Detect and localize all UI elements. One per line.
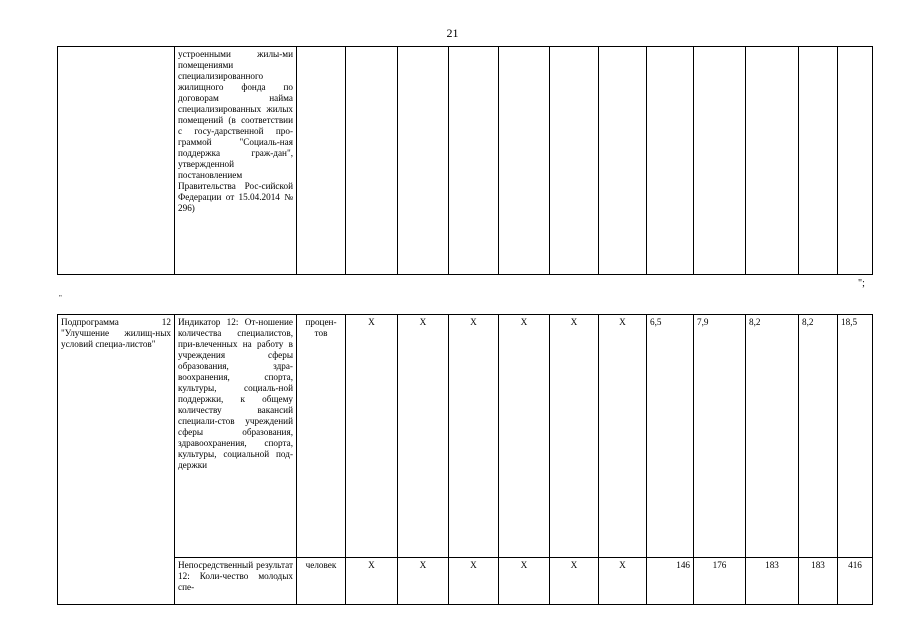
table-cell: [799, 47, 838, 275]
table-cell: [746, 47, 799, 275]
opening-quote: ": [59, 294, 62, 302]
value-cell: X: [499, 315, 550, 558]
table-top: [57, 46, 873, 275]
table-cell: [694, 47, 746, 275]
table-cell: [297, 47, 346, 275]
value-cell: 6,5: [647, 315, 694, 558]
table-cell: [838, 47, 873, 275]
subprogram-cell: Подпрограмма 12 "Улучшение жилищ-ных условий специа-листов": [58, 315, 175, 605]
value-cell: 146: [647, 558, 694, 605]
table-row: [58, 47, 873, 275]
table-cell: [346, 47, 398, 275]
table-cell: [58, 47, 175, 275]
value-cell: 176: [694, 558, 746, 605]
table-row: [58, 315, 873, 558]
indicator-cell: Индикатор 12: От-ношение количества специалистов, при-влеченных на работу в учреждения сферы образования, здра-воохранения, спорта, культуры, социаль-ной поддержки, к общему количеству вакансий специали-стов учреждений сферы образования, здравоохранения, спорта, культуры, социальной под-держки: [175, 315, 297, 558]
value-cell: X: [449, 315, 499, 558]
value-cell: X: [599, 558, 647, 605]
table-cell: [647, 47, 694, 275]
unit-cell: человек: [297, 558, 346, 605]
value-cell: 416: [838, 558, 873, 605]
value-cell: 8,2: [746, 315, 799, 558]
value-cell: 18,5: [838, 315, 873, 558]
table-cell: [499, 47, 550, 275]
page-number: 21: [446, 26, 459, 40]
value-cell: X: [346, 558, 398, 605]
value-cell: X: [599, 315, 647, 558]
value-cell: X: [550, 558, 599, 605]
value-cell: 7,9: [694, 315, 746, 558]
value-cell: X: [398, 315, 449, 558]
table-cell: [449, 47, 499, 275]
table-cell: [599, 47, 647, 275]
value-cell: 183: [746, 558, 799, 605]
value-cell: 183: [799, 558, 838, 605]
unit-cell: процен-тов: [297, 315, 346, 558]
value-cell: X: [346, 315, 398, 558]
description-cell: устроенными жилы-ми помещениями специализированного жилищного фонда по договорам найма специализированных жилых помещений (в соответствии с госу-дарственной про-граммой "Социаль-ная поддержка граж-дан", утвержденной постановлением Правительства Рос-сийской Федерации от 15.04.2014 № 296): [175, 47, 297, 275]
value-cell: X: [550, 315, 599, 558]
value-cell: X: [499, 558, 550, 605]
table-cell: [550, 47, 599, 275]
value-cell: X: [449, 558, 499, 605]
value-cell: X: [398, 558, 449, 605]
table-cell: [398, 47, 449, 275]
table-bottom: [57, 314, 873, 605]
value-cell: 8,2: [799, 315, 838, 558]
table-row: [58, 558, 873, 605]
closing-quote: ";: [858, 278, 865, 289]
indicator-cell: Непосредственный результат 12: Коли-чество молодых спе-: [175, 558, 297, 605]
